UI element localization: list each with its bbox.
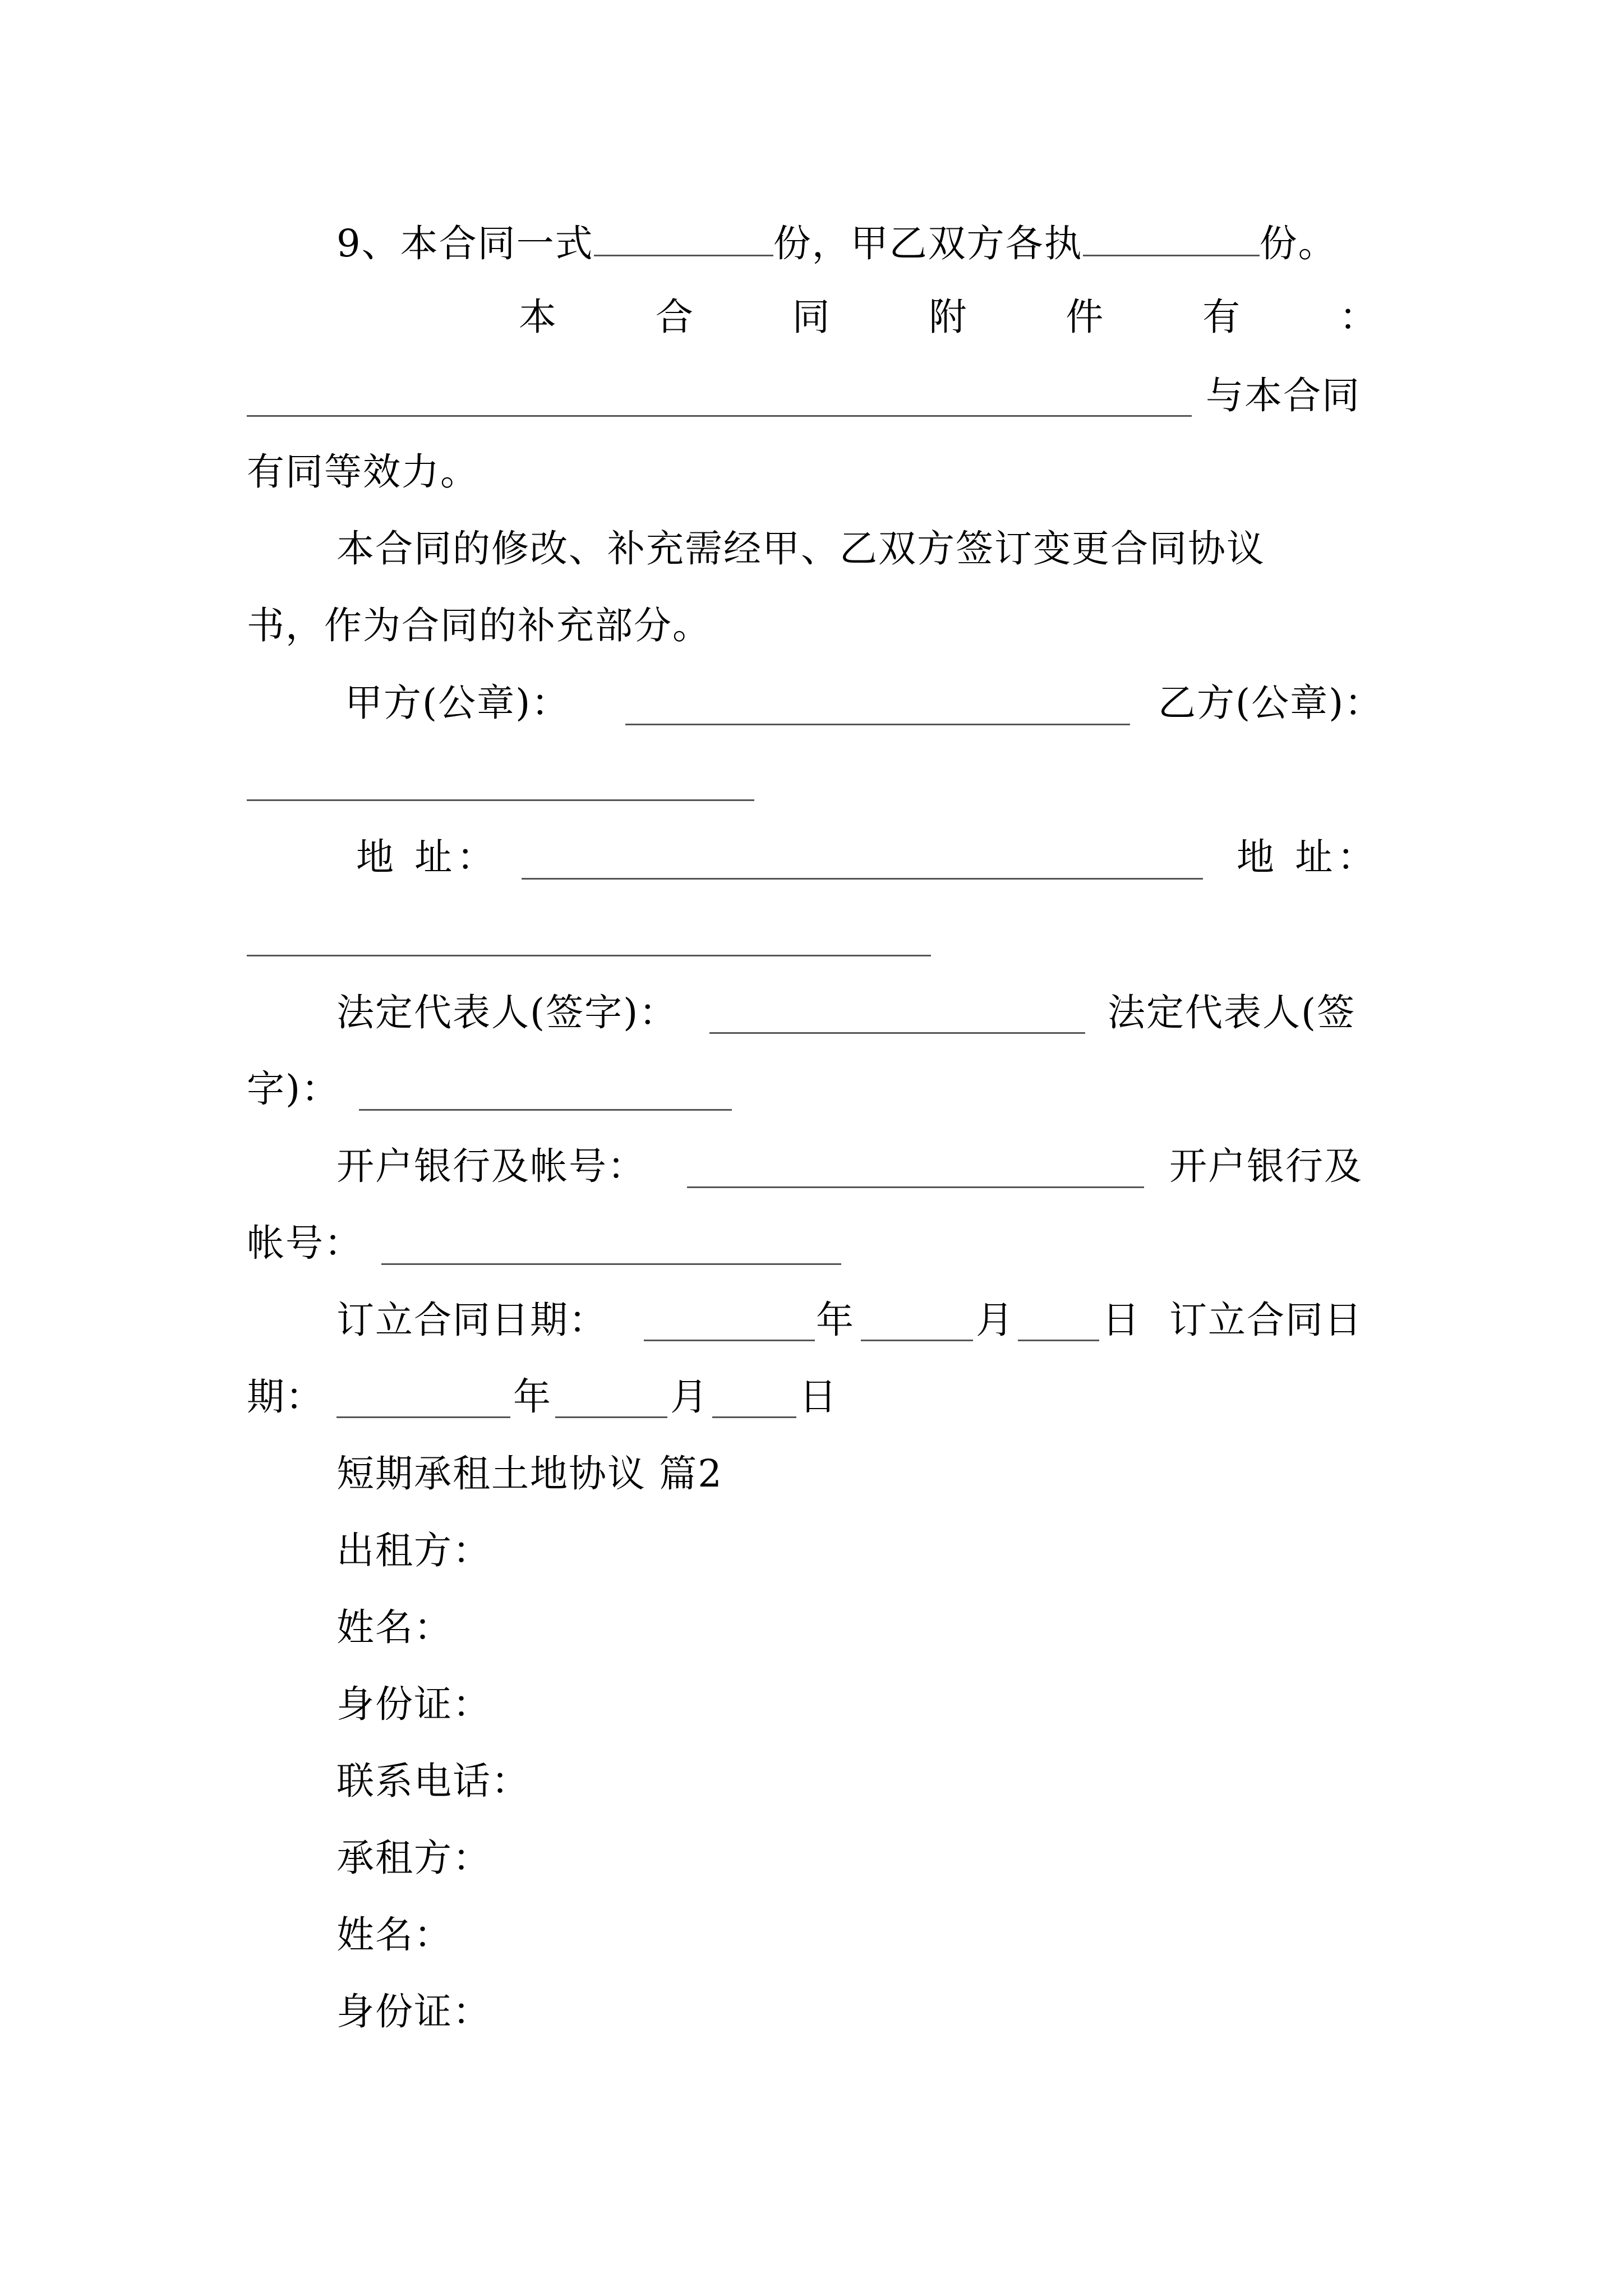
lessor-phone-label: 联系电话： bbox=[336, 1759, 530, 1803]
party-a-rep-blank[interactable] bbox=[709, 1032, 1085, 1034]
party-a-date-day-blank[interactable] bbox=[1018, 1340, 1099, 1341]
agreement-heading: 短期承租土地协议 篇2 bbox=[336, 1452, 723, 1496]
party-a-date-day: 日 bbox=[1102, 1298, 1141, 1342]
party-b-date-month: 月 bbox=[670, 1375, 709, 1419]
attachments-heading-char: 有 bbox=[1202, 295, 1241, 339]
party-b-bank-label-cont: 帐号： bbox=[247, 1221, 363, 1265]
copies-each-blank[interactable] bbox=[1083, 223, 1260, 256]
attachments-heading-char: 同 bbox=[792, 295, 830, 339]
attachments-heading-char: 件 bbox=[1066, 295, 1104, 339]
attachments-effect-text-cont: 有同等效力。 bbox=[247, 450, 479, 494]
party-b-rep-label: 法定代表人(签 bbox=[1108, 991, 1356, 1034]
party-b-date-day-blank[interactable] bbox=[712, 1416, 796, 1418]
party-a-date-month-blank[interactable] bbox=[861, 1340, 973, 1341]
party-a-bank-blank[interactable] bbox=[687, 1186, 1144, 1188]
party-b-seal-blank[interactable] bbox=[247, 799, 754, 801]
amendment-clause-cont: 书，作为合同的补充部分。 bbox=[247, 604, 711, 647]
attachments-effect-text: 与本合同 bbox=[1206, 374, 1361, 417]
party-a-date-year: 年 bbox=[816, 1298, 855, 1342]
copies-clause bbox=[336, 223, 1337, 263]
party-b-date-year-blank[interactable] bbox=[336, 1416, 510, 1418]
attachments-heading-char: ： bbox=[1339, 295, 1377, 339]
party-b-bank-blank[interactable] bbox=[381, 1263, 841, 1265]
party-b-date-label-cont: 期： bbox=[247, 1375, 324, 1419]
party-b-date-month-blank[interactable] bbox=[555, 1416, 667, 1418]
party-a-rep-label: 法定代表人(签字)： bbox=[336, 991, 678, 1034]
attachments-blank[interactable] bbox=[247, 415, 1192, 417]
lessee-label: 承租方： bbox=[336, 1836, 491, 1880]
party-a-date-year-blank[interactable] bbox=[644, 1340, 815, 1341]
lessor-label: 出租方： bbox=[336, 1529, 491, 1572]
party-b-rep-label-cont: 字)： bbox=[247, 1067, 340, 1111]
lessee-name-label: 姓名： bbox=[336, 1913, 453, 1957]
attachments-heading bbox=[519, 295, 1377, 339]
party-a-bank-label: 开户银行及帐号： bbox=[336, 1144, 646, 1188]
party-b-bank-label: 开户银行及 bbox=[1169, 1144, 1363, 1188]
party-a-seal-label: 甲方(公章)： bbox=[345, 681, 570, 725]
party-a-seal-blank[interactable] bbox=[625, 724, 1130, 725]
attachments-heading-char: 本 bbox=[519, 295, 556, 339]
lessor-id-label: 身份证： bbox=[336, 1682, 491, 1726]
party-b-address-blank[interactable] bbox=[247, 955, 931, 956]
party-b-address-label: 地 址： bbox=[1237, 835, 1380, 879]
copies-clause-text-c: 份。 bbox=[1259, 222, 1337, 265]
party-a-address-blank[interactable] bbox=[522, 878, 1203, 880]
copies-total-blank[interactable] bbox=[594, 223, 773, 256]
copies-clause-text-b: 份，甲乙双方各执 bbox=[773, 222, 1083, 265]
party-b-date-year: 年 bbox=[513, 1375, 552, 1419]
copies-clause-text-a: 9、本合同一式 bbox=[336, 222, 594, 265]
lessor-name-label: 姓名： bbox=[336, 1605, 453, 1649]
party-a-date-label: 订立合同日期： bbox=[336, 1298, 607, 1342]
party-b-date-label: 订立合同日 bbox=[1169, 1298, 1363, 1342]
party-b-seal-label: 乙方(公章)： bbox=[1158, 681, 1384, 725]
party-a-address-label: 地 址： bbox=[356, 835, 499, 879]
attachments-heading-char: 附 bbox=[929, 295, 967, 339]
lessee-id-label: 身份证： bbox=[336, 1990, 491, 2033]
attachments-heading-char: 合 bbox=[655, 295, 693, 339]
amendment-clause: 本合同的修改、补充需经甲、乙双方签订变更合同协议 bbox=[336, 527, 1265, 570]
party-b-date-day: 日 bbox=[799, 1375, 838, 1419]
party-a-date-month: 月 bbox=[976, 1298, 1015, 1342]
party-b-rep-blank[interactable] bbox=[359, 1109, 732, 1111]
